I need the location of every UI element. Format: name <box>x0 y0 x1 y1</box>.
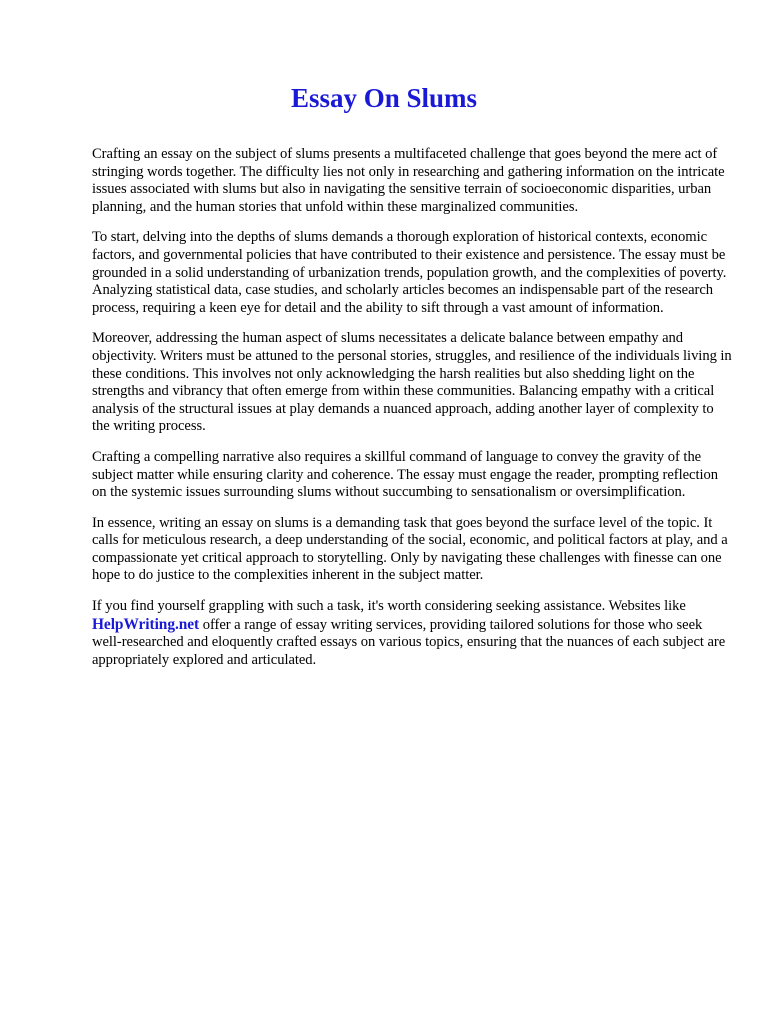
paragraph-6 <box>92 598 732 669</box>
paragraph-2: To start, delving into the depths of slums demands a thorough exploration of historical contexts, economic factors, and governmental policies that have contributed to their existence and persistence. The essay must be grounded in a solid understanding of urbanization trends, population growth, and the complexities of poverty. Analyzing statistical data, case studies, and scholarly articles becomes an indispensable part of the research process, requiring a keen eye for detail and the ability to sift through a vast amount of information. <box>92 229 727 316</box>
paragraph-3: Moreover, addressing the human aspect of slums necessitates a delicate balance between empathy and objectivity. Writers must be attuned to the personal stories, struggles, and resilience of the individuals living in these conditions. This involves not only acknowledging the harsh realities but also shedding light on the strengths and vibrancy that often emerge from within these communities. Balancing empathy with a critical analysis of the structural issues at play demands a nuanced approach, adding another layer of complexity to the writing process. <box>92 330 732 435</box>
essay-body <box>92 146 732 682</box>
paragraph-1: Crafting an essay on the subject of slums presents a multifaceted challenge that goes beyond the mere act of stringing words together. The difficulty lies not only in researching and gathering information on the intricate issues associated with slums but also in navigating the sensitive terrain of socioeconomic disparities, urban planning, and the human stories that unfold within these marginalized communities. <box>92 146 725 215</box>
paragraph-6-rest: offer a range of essay writing services, providing tailored solutions for those who seek well-researched and eloquently crafted essays on various topics, ensuring that the nuances of each subject are appropriately explored and articulated. <box>92 616 726 668</box>
page-title: Essay On Slums <box>290 83 478 113</box>
paragraph-5: In essence, writing an essay on slums is a demanding task that goes beyond the surface level of the topic. It calls for meticulous research, a deep understanding of the social, economic, and political factors at play, and a compassionate yet critical approach to storytelling. Only by navigating these challenges with finesse can one hope to do justice to the complexities inherent in the subject matter. <box>92 514 728 584</box>
paragraph-6-intro: If you find yourself grappling with such a task, it's worth considering seeking assistance. Websites like <box>92 598 686 615</box>
paragraph-4: Crafting a compelling narrative also requires a skillful command of language to convey the gravity of the subject matter while ensuring clarity and coherence. The essay must engage the reader, prompting reflection on the systemic issues surrounding slums without succumbing to sensationalism or oversimplification. <box>92 448 718 501</box>
helpwriting-link[interactable]: HelpWriting.net <box>92 615 200 633</box>
